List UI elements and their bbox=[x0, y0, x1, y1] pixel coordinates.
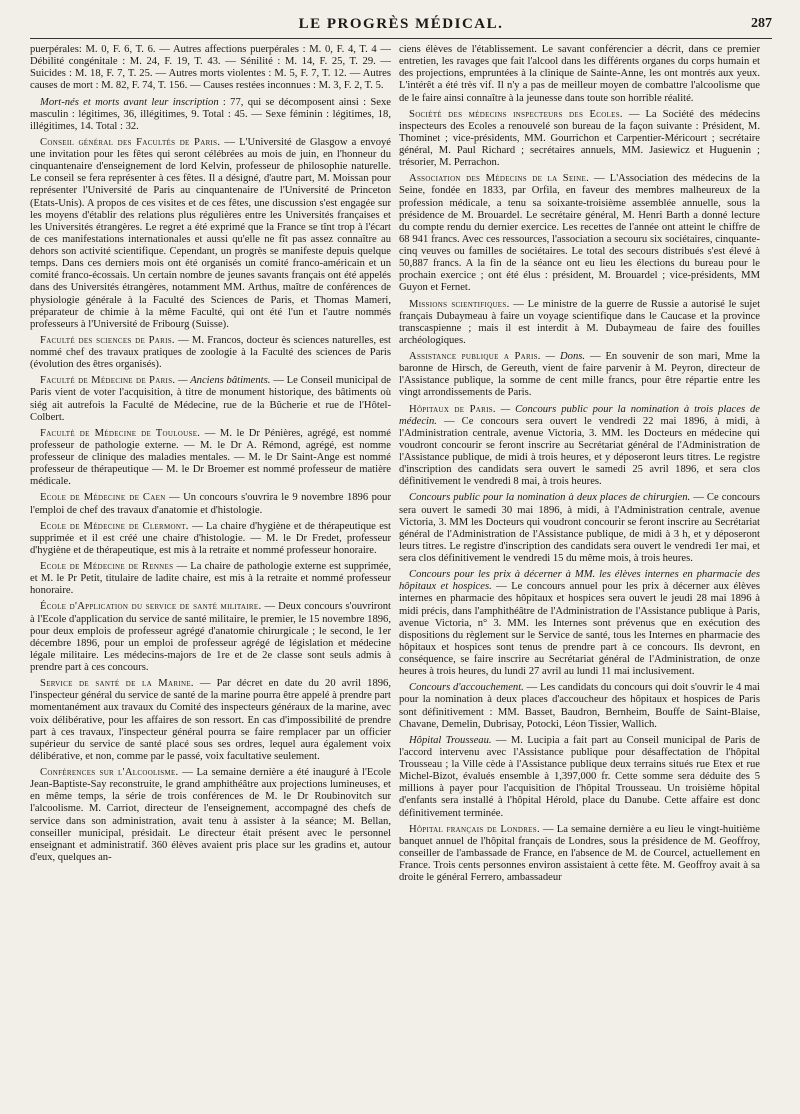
news-item-body: — Le Conseil municipal de Paris vient de voter l'acquisition, à titre de monument historique, des bâtiments où siég ait autrefois la Faculté de Médecine, rue de la Bûcherie et rue de l'Hôtel-Colbert. bbox=[30, 375, 391, 423]
news-item-italic: Mort-nés et morts avant leur inscription bbox=[40, 96, 219, 108]
news-item-italic: — Concours public pour la nomination à trois places de médecin. bbox=[399, 403, 760, 427]
journal-title: LE PROGRÈS MÉDICAL. bbox=[298, 16, 504, 32]
news-item bbox=[30, 44, 391, 93]
news-item-body: puerpérales: M. 0, F. 6, T. 6. — Autres affections puerpérales : M. 0, F. 4, T. 4 — Débilité congénitale : M. 24, F. 19, T. 43. — Sénilité : M. 14, F. 25, T. 29. — Suicides : M. 18, F. 7, T. 25. — Autres morts violentes : M. 5, F. 7, T. 12. — Autres causes de mort : M. 82, F. 74, T. 156. — Causes restées inconnues : M. 3, F. 2, T. 5. bbox=[30, 44, 391, 92]
news-item-heading: Faculté de Médecine de Toulouse. bbox=[40, 427, 201, 439]
news-item bbox=[30, 335, 391, 371]
news-item-body: ciens élèves de l'établissement. Le savant conférencier a décrit, dans ce premier entretien, les ravages que fait l'alcool dans les différents organes du corps humain et des projections, empruntées à la clinique de Sainte-Anne, les ont montrés aux yeux. L'intérêt a été très vif. Il n'y a pas de meilleur moyen de combattre l'alcoolisme que de le faire ainsi connaître à la jeunesse dans toute son horrible réalité. bbox=[399, 44, 760, 104]
news-item-italic: Concours public pour la nomination à deux places de chirurgien. bbox=[409, 492, 691, 504]
news-item-body: — La semaine dernière a été inauguré à l'Ecole Jean-Baptiste-Say reconstruite, le grand amphithéâtre aux projections lumineuses, et en même temps, la série de trois conférences de M. le Dr Roubinovitch sur l'alcoolisme. M. Carriot, directeur de l'enseignement, accompagné des chefs de service dans son administration, avait tenu à assister à la séance; M. Bellan, conseiller municipal, présidait. Le directeur était présent avec le personnel enseignant et administratif. 360 élèves avaient pris place sur les gradins et, autour d'eux, quelques an- bbox=[30, 767, 391, 863]
news-item bbox=[399, 44, 760, 105]
news-item-heading: École d'Application du service de santé militaire. bbox=[40, 601, 262, 613]
news-item bbox=[30, 521, 391, 557]
news-item-body: — Par décret en date du 20 avril 1896, l'inspecteur général du service de santé de la marine pourra être appelé à prendre part momentanément aux travaux du Comité des inspecteurs généraux de la marine, avec voix délibérative, pour les affaires de son ressort. En cas d'impossibilité de prendre part à ces travaux, l'inspecteur général pourra se faire remplacer par un officier supérieur du service de santé placé sous ses ordres, lequel aura également voix délibérative, et non, comme par le passé, voix facultative seulement. bbox=[30, 678, 391, 762]
left-column bbox=[30, 44, 391, 1106]
news-item bbox=[399, 299, 760, 348]
news-item-body: — Un concours s'ouvrira le 9 novembre 1896 pour l'emploi de chef des travaux d'anatomie et d'histologie. bbox=[30, 492, 391, 516]
news-item-heading: Hôpitaux de Paris. bbox=[409, 403, 496, 415]
news-item-body: — La semaine dernière a eu lieu le vingt-huitième banquet annuel de l'hôpital français de Londres, sous la présidence de M. Geoffroy, conseiller de l'ambassade de France, en l'absence de M. de Courcel, actuellement en France. Trois cents personnes environ assistaient à cette fête. M. Geoffroy avait à sa droite le général Ferrero, ambassadeur bbox=[399, 823, 760, 884]
news-item bbox=[30, 601, 391, 674]
news-item bbox=[399, 824, 760, 885]
news-item bbox=[399, 492, 760, 565]
news-item bbox=[30, 492, 391, 516]
news-item bbox=[30, 97, 391, 133]
news-item-body: — Le concours annuel pour les prix à décerner aux élèves internes en pharmacie des hôpitaux et hospices sera ouvert le jeudi 28 mai 1896 à midi précis, dans l'amphithéâtre de l'Administration de l'Assistance publique à Paris, avenue Victoria, n° 3. MM. les Internes sont prévenus que en exécution des dispositions du règlement sur le Service de santé, tous les Internes en pharmacie des hôpitaux et hospices sont tenus de prendre part à ce concours. Ils devront, en conséquence, se faire inscrire au Secrétariat général de l'Administration, de onze heures à trois heures, du lundi 27 avril au lundi 11 mai inclusivement. bbox=[399, 581, 760, 678]
news-item-body: — M. Lucipia a fait part au Conseil municipal de Paris de l'accord intervenu avec l'Assistance publique pour désaffectation de l'hôpital Trousseau ; la Ville cède à l'Assistance publique deux terrains situés rue Etex et rue Michel-Bizot, évalués ensemble à 1,397,000 fr. Cette somme sera déduite des 5 millions à payer pour l'acquisition de l'hôpital Trousseau. Un troisième hôpital d'enfants sera installé à l'hôpital Hérold, place du Danube. Cette affaire est donc définitivement terminée. bbox=[399, 734, 760, 819]
news-item bbox=[399, 682, 760, 731]
news-item-body: — En souvenir de son mari, Mme la baronne de Hirsch, de Gereuth, vient de faire parvenir à M. Peyron, directeur de l'Assistance publique, la somme de cent mille francs, pour être répartie entre les vingt arrondissements de Paris. bbox=[399, 351, 760, 399]
news-item bbox=[30, 767, 391, 864]
news-item-heading: Ecole de Médecine de Caen bbox=[40, 492, 166, 504]
news-item-body: — Ce concours sera ouvert le samedi 30 mai 1896, à midi, à l'Administration centrale, avenue Victoria, 3. MM les Docteurs qui voudront concourir se feront inscrire au Secrétariat général de l'Administration de l'Assistance publique, de midi à 3 h, et y déposeront leurs titres. Le registre d'inscription des candidats sera ouvert le vendredi 1er mai, et sera clos définitivement le vendredi 15 du même mois, à trois heures. bbox=[399, 492, 760, 564]
news-item-body: — Les candidats du concours qui doit s'ouvrir le 4 mai pour la nomination à deux places d'accoucheur des hôpitaux et hospices de Paris sont définitivement : MM. Basset, Baudron, Bernheim, Bouffe de Saint-Blaise, Chavane, Demelin, Dubrisay, Potocki, Léon Tissier, Wallich. bbox=[399, 682, 760, 730]
news-item-heading: Hôpital français de Londres. bbox=[409, 823, 540, 835]
news-item-heading: Missions scientifiques. bbox=[409, 298, 510, 310]
news-item-italic: Hôpital Trousseau. bbox=[409, 734, 492, 746]
news-item-body: — Le ministre de la guerre de Russie a autorisé le sujet français Dubaymeau à faire un voyage scientifique dans le Caucase et la province transcaspienne ; mais il est interdit à M. Dubaymeau de faire des fouilles archéologiques. bbox=[399, 298, 760, 346]
news-item bbox=[399, 109, 760, 170]
news-item-heading: Assistance publique a Paris. bbox=[409, 351, 541, 362]
page-header bbox=[30, 16, 772, 39]
news-item-italic: Concours d'accouchement. bbox=[409, 682, 524, 694]
news-item bbox=[399, 404, 760, 489]
news-item-heading: Conseil général des Facultés de Paris. bbox=[40, 136, 221, 148]
news-item-body: — L'Association des médecins de la Seine, fondée en 1833, par Orfila, en faveur des membres malheureux de la profession médicale, a tenu sa soixante-troisième assemblée annuelle, sous la présidence de M. Brouardel. Le secrétaire général, M. Henri Barth a donné lecture du compte rendu du dernier exercice. Les recettes de l'année ont atteint le chiffre de 68 941 francs. Avec ces ressources, l'association a secouru six sociétaires, cinquante-cinq veuves ou familles de sociétaires. Le total des secours distribués s'est élevé à 50,887 francs. A la fin de la séance ont eu lieu les élections du bureau pour le prochain exercice ; ont été élus : président, M. Brouardel ; vice-présidents, MM Guyon et Fernet. bbox=[399, 173, 760, 294]
news-item-body: — La chaire d'hygiène et de thérapeutique est supprimée et il est créé une chaire d'histologie. — M. le Dr Fredet, professeur d'hygiène et de thérapeutique, est mis à la retraite et nommé professeur honoraire. bbox=[30, 520, 391, 556]
news-item bbox=[30, 678, 391, 763]
news-item-body: — Ce concours sera ouvert le vendredi 22 mai 1896, à midi, à l'Administration centrale, avenue Victoria, 3. MM. les Docteurs en médecine qui voudront concourir se feront inscrire au Secrétariat général de l'Administration de l'Assistance publique, de midi à trois heures, et y déposeront leurs titres. Le registre d'inscription des candidats sera ouvert le samedi 25 avril 1896, et sera clos définitivement le vendredi 8 mai, à trois heures. bbox=[399, 415, 760, 488]
news-item-body: — M. le Dr Pénières, agrégé, est nommé professeur de pathologie externe. — M. le Dr A. Rémond, agrégé, est nomme professeur de clinique des maladies mentales. — M. le Dr Saint-Ange est nommé professeur de thérapeutique — M. le Dr Broemer est nommé professeur de matière médicale. bbox=[30, 427, 391, 488]
news-item-body: — L'Université de Glasgow a envoyé une invitation pour les fêtes qui seront célébrées au mois de juin, en l'honneur du cinquantenaire d'enseignement de lord Kelvin, professeur de philosophie naturelle. Le conseil se fera représenter à ces fêtes. Il a désigné, d'autre part, M. Moissan pour représenter l'Université de Paris au cinquantenaire de l'Université de Princeton (Etats-Unis). A propos de ces visites et de ces fêtes, une discussion s'est engagée sur les moyens d'établir des relations plus régulières entre les Universités françaises et les Universités étrangères. Le regret a été exprimé que la France se tînt trop à l'écart de ces manifestations internationales et aussi qu'elle ne fît pas assez connaître au dehors son activité scientifique. Cependant, un progrès se manifeste depuis quelque temps. Dans ces derniers mois ont été organisés un comité franco-américain et un comité franco-écossais. Un certain nombre de jeunes savants français ont été appelés dans des Universités étrangères, notamment MM. Arthus, maître de conférences de physiologie générale à la Faculté des Sciences de Paris, et Thomas Mameri, préparateur de chimie à la même Faculté, qui ont été l'un et l'autre nommés professeurs à l'Université de Fribourg (Suisse). bbox=[30, 136, 391, 330]
news-item-italic: — Anciens bâtiments. bbox=[175, 375, 271, 387]
news-item-heading: Ecole de Médecine de Rennes bbox=[40, 561, 174, 572]
news-item-body: — Deux concours s'ouvriront à l'Ecole d'application du service de santé militaire, le premier, le 15 novembre 1896, pour deux emplois de professeur agrégé d'anatomie chirurgicale ; le second, le 1er décembre 1896, pour un emploi de professeur agrégé de législation et médecine légale militaire. Les médecins-majors de 1re et de 2e classe sont seuls admis à prendre part à ces concours. bbox=[30, 601, 391, 673]
news-item-italic: Concours pour les prix à décerner à MM. les élèves internes en pharmacie des hôpitaux et hospices. bbox=[399, 569, 760, 593]
news-item bbox=[399, 351, 760, 400]
news-item-heading: Faculté de Médecine de Paris. bbox=[40, 375, 176, 387]
news-item bbox=[30, 561, 391, 597]
news-item bbox=[30, 428, 391, 489]
news-item bbox=[399, 173, 760, 294]
news-item bbox=[30, 375, 391, 424]
news-item-heading: Société des médecins inspecteurs des Ecoles. bbox=[409, 108, 623, 120]
right-column bbox=[399, 44, 760, 1106]
news-item-heading: Service de santé de la Marine. bbox=[40, 678, 194, 690]
news-item-heading: Association des Médecins de la Seine. bbox=[409, 173, 590, 185]
page-number: 287 bbox=[751, 16, 772, 31]
news-item-heading: Faculté des sciences de Paris. bbox=[40, 334, 175, 346]
news-item-italic: — Dons. bbox=[540, 351, 586, 362]
news-item bbox=[30, 137, 391, 331]
news-item-heading: Conférences sur l'Alcoolisme. bbox=[40, 767, 179, 778]
news-item-body: — M. Francos, docteur ès sciences naturelles, est nommé chef des travaux pratiques de zoologie à la Faculté des sciences de Paris (évolution des êtres organisés). bbox=[30, 334, 391, 371]
news-item bbox=[399, 569, 760, 678]
news-item-body: — La chaire de pathologie externe est supprimée, et M. le Pr Petit, titulaire de ladite chaire, est mis à la retraite et nommé professeur honoraire. bbox=[30, 561, 391, 597]
news-item-body: — La Société des médecins inspecteurs des Ecoles a renouvelé son bureau de la façon suivante : Président, M. Thominet ; vice-présidents, MM. Gourrichon et Carpentier-Méricourt ; secrétaire général, M. Paul Richard ; secrétaires annuels, MM. Jasiewicz et Huguenin ; trésorier, M. Perrachon. bbox=[399, 108, 760, 169]
news-item-heading: Ecole de Médecine de Clermont. bbox=[40, 520, 189, 532]
news-item bbox=[399, 735, 760, 820]
news-item-body: : 77, qui se décomposent ainsi : Sexe masculin : légitimes, 36, illégitimes, 9. Total : 45. — Sexe féminin : légitimes, 18, illégitimes, 14. Total : 32. bbox=[30, 96, 391, 132]
